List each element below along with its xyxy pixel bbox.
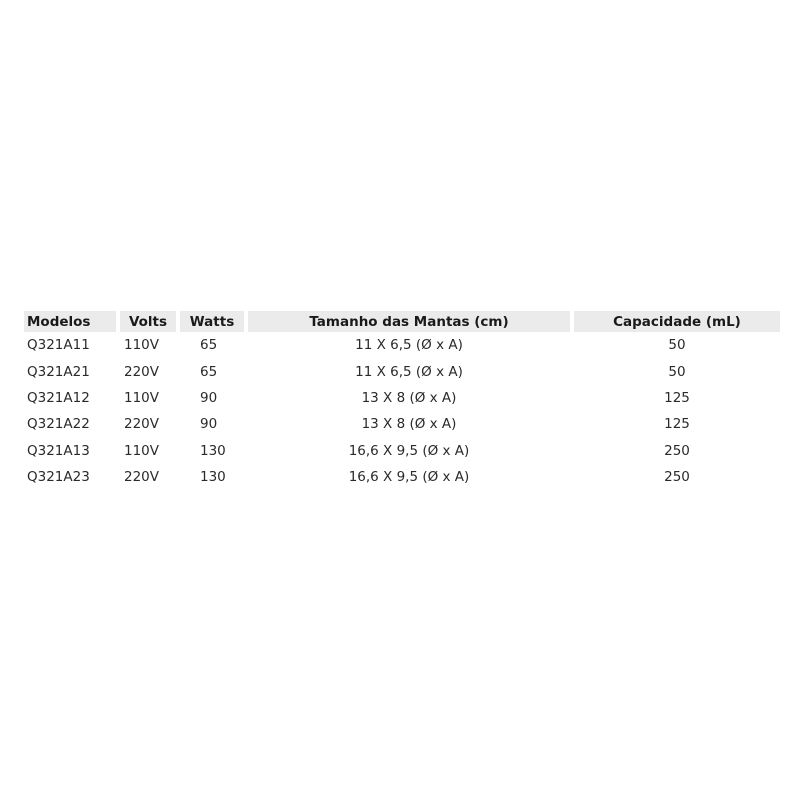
cell-watts: 130 xyxy=(200,469,226,486)
cell-size: 16,6 X 9,5 (Ø x A) xyxy=(348,442,470,459)
cell-watts: 65 xyxy=(200,337,218,354)
cell-volts: 110V xyxy=(124,389,160,406)
table-row xyxy=(24,438,780,464)
cell-watts: 90 xyxy=(200,389,218,406)
header-size: Tamanho das Mantas (cm) xyxy=(248,311,570,332)
cell-watts: 90 xyxy=(200,416,218,433)
cell-size: 16,6 X 9,5 (Ø x A) xyxy=(348,469,470,486)
cell-size: 13 X 8 (Ø x A) xyxy=(361,416,457,433)
table-row xyxy=(24,332,780,358)
table-row xyxy=(24,385,780,411)
header-watts: Watts xyxy=(180,311,244,332)
cell-model: Q321A12 xyxy=(27,389,90,406)
cell-size: 11 X 6,5 (Ø x A) xyxy=(355,337,463,354)
table-row xyxy=(24,358,780,384)
table-row xyxy=(24,464,780,490)
cell-model: Q321A23 xyxy=(27,469,90,486)
cell-capacity: 50 xyxy=(668,363,686,380)
cell-capacity: 250 xyxy=(664,442,690,459)
cell-capacity: 125 xyxy=(664,389,690,406)
spec-table xyxy=(20,311,784,490)
cell-watts: 65 xyxy=(200,363,218,380)
cell-volts: 220V xyxy=(124,363,160,380)
cell-volts: 110V xyxy=(124,442,160,459)
cell-capacity: 125 xyxy=(664,416,690,433)
cell-model: Q321A11 xyxy=(27,337,90,354)
cell-model: Q321A13 xyxy=(27,442,90,459)
cell-watts: 130 xyxy=(200,442,226,459)
header-model: Modelos xyxy=(24,311,116,332)
cell-size: 13 X 8 (Ø x A) xyxy=(361,389,457,406)
header-capacity: Capacidade (mL) xyxy=(574,311,780,332)
header-row xyxy=(24,311,780,332)
cell-volts: 220V xyxy=(124,416,160,433)
header-volts: Volts xyxy=(120,311,176,332)
cell-capacity: 250 xyxy=(664,469,690,486)
cell-capacity: 50 xyxy=(668,337,686,354)
table-row xyxy=(24,411,780,437)
cell-model: Q321A22 xyxy=(27,416,90,433)
cell-model: Q321A21 xyxy=(27,363,90,380)
cell-volts: 110V xyxy=(124,337,160,354)
cell-size: 11 X 6,5 (Ø x A) xyxy=(355,363,463,380)
cell-volts: 220V xyxy=(124,469,160,486)
